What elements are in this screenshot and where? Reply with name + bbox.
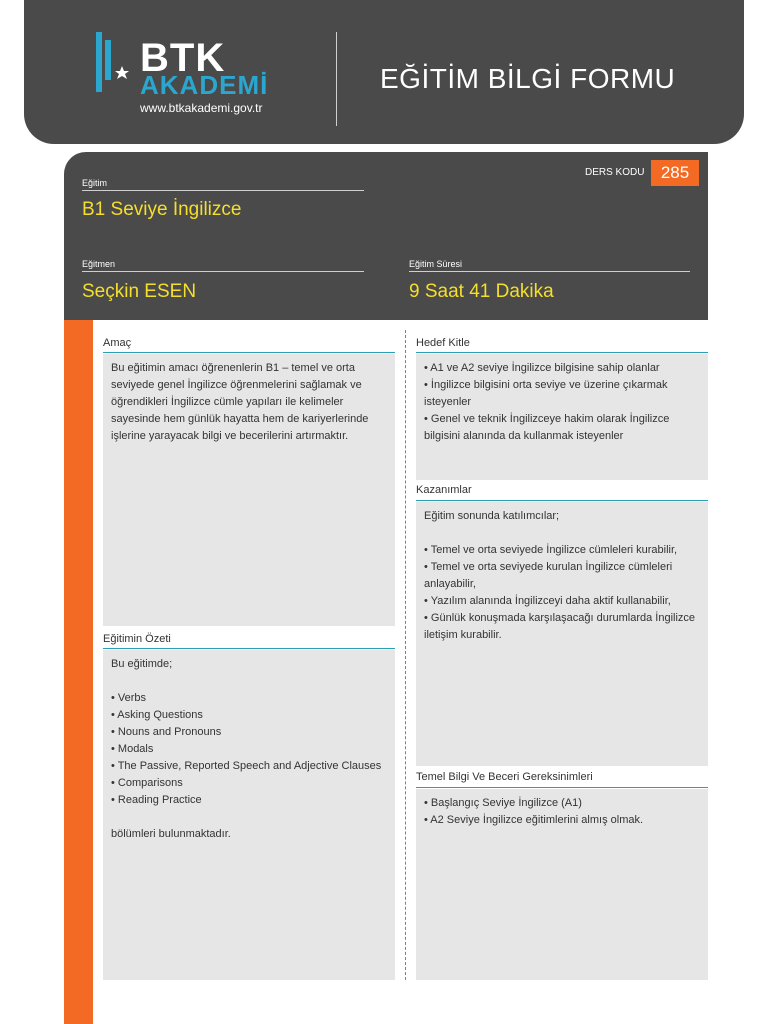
audience-underline [416,352,708,353]
purpose-text: Bu eğitimin amacı öğrenenlerin B1 – temel ve orta seviyede genel İngilizce öğrenmelerini sağlamak ve öğrendikleri İngilizce cümle yapıları ile kelimeler sayesinde hem günlük hayatta hem de kariyerlerinde işlerine yarayacak bilgi ve becerilerini artırmaktır. [111,362,369,442]
prerequisites-title: Temel Bilgi Ve Beceri Gereksinimleri [416,771,593,783]
prerequisites-list [424,795,700,829]
purpose-title: Amaç [103,337,132,349]
logo-btk-text: BTK [140,36,226,80]
course-code-badge: 285 [651,160,699,186]
summary-title: Eğitimin Özeti [103,633,171,645]
form-title: EĞİTİM BİLGİ FORMU [380,63,676,94]
summary-item: • Reading Practice [111,794,202,806]
summary-list [111,690,387,809]
outcomes-list [424,542,700,644]
summary-item: • Comparisons [111,777,183,789]
outcomes-item: • Temel ve orta seviyede kurulan İngilizce cümleleri anlayabilir, [424,561,673,590]
training-label: Eğitim [82,178,108,188]
audience-item: • Genel ve teknik İngilizceye hakim olarak İngilizce bilgisini alanında da kullanmak isteyenler [424,413,670,442]
course-code-label: DERS KODU [585,167,645,178]
prerequisites-underline [416,787,708,788]
purpose-box [103,354,395,626]
summary-item: • Verbs [111,692,147,704]
outcomes-box [416,502,708,766]
outcomes-title: Kazanımlar [416,484,472,496]
instructor-name: Seçkin ESEN [82,281,197,302]
summary-intro: Bu eğitimde; [111,658,173,670]
logo-akademi-text: AKADEMİ [140,70,269,100]
header-divider [336,32,337,126]
purpose-underline [103,352,395,353]
summary-underline [103,648,395,649]
outcomes-intro: Eğitim sonunda katılımcılar; [424,510,560,522]
audience-list [424,360,700,445]
instructor-label: Eğitmen [82,259,116,269]
summary-item: • The Passive, Reported Speech and Adjective Clauses [111,760,382,772]
audience-item: • İngilizce bilgisini orta seviye ve üzerine çıkarmak isteyenler [424,379,668,408]
column-divider [405,330,406,980]
summary-item: • Asking Questions [111,709,203,721]
duration-label: Eğitim Süresi [409,259,463,269]
outcomes-item: • Temel ve orta seviyede İngilizce cümleleri kurabilir, [424,544,678,556]
logo-url[interactable]: www.btkakademi.gov.tr [140,101,263,115]
orange-side-bar [64,320,93,1024]
instructor-underline [82,271,364,272]
training-name: B1 Seviye İngilizce [82,199,242,220]
summary-item: • Modals [111,743,154,755]
btk-logo-icon [92,30,136,100]
audience-title: Hedef Kitle [416,337,470,349]
prerequisites-item: • A2 Seviye İngilizce eğitimlerini almış olmak. [424,814,644,826]
duration-underline [409,271,690,272]
training-underline [82,190,364,191]
outcomes-item: • Günlük konuşmada karşılaşacağı durumlarda İngilizce iletişim kurabilir. [424,612,696,641]
audience-box [416,354,708,480]
summary-box [103,650,395,980]
prerequisites-box [416,789,708,980]
outcomes-item: • Yazılım alanında İngilizceyi daha aktif kullanabilir, [424,595,671,607]
outcomes-underline [416,500,708,501]
summary-outro: bölümleri bulunmaktadır. [111,828,231,840]
audience-item: • A1 ve A2 seviye İngilizce bilgisine sahip olanlar [424,362,660,374]
prerequisites-item: • Başlangıç Seviye İngilizce (A1) [424,797,582,809]
summary-item: • Nouns and Pronouns [111,726,222,738]
duration-value: 9 Saat 41 Dakika [409,281,554,302]
